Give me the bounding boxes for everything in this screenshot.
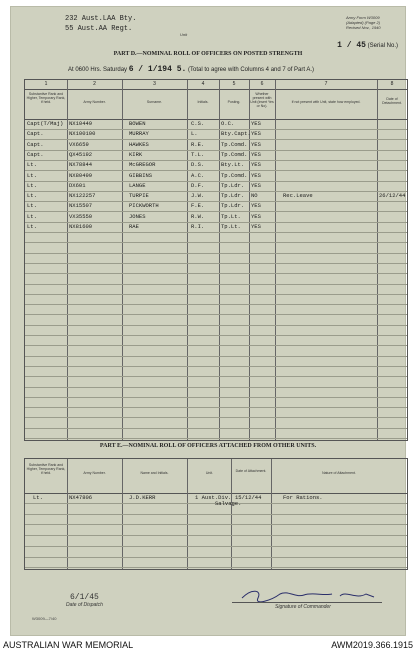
col-head-present: Whether present with Unit (insert Yes or No).	[250, 92, 274, 108]
col-head-initials: Initials.	[197, 100, 209, 104]
cell-surname: TURPIE	[129, 192, 149, 200]
cell-surname: JONES	[129, 212, 146, 220]
form-info	[346, 15, 398, 30]
hours-prefix: At 0600 Hrs. Saturday	[68, 67, 128, 73]
cell-surname: MURRAY	[129, 130, 149, 138]
cell-present: YES	[251, 223, 261, 230]
table-row	[25, 536, 407, 547]
cell-surname: GIBBINS	[129, 171, 153, 179]
hours-date: 6 / 1/194 5.	[128, 65, 187, 74]
unit-line-2: 55 Aust.AA Regt.	[65, 25, 133, 33]
cell-rank: Lt.	[27, 192, 37, 200]
cell-initials: R.I.	[191, 223, 205, 230]
serial-label: (Serial No.)	[367, 43, 398, 49]
e-cell-number: NX47806	[69, 494, 93, 501]
e-cell-name: J.D.KERR	[129, 494, 156, 501]
e-col-head-number: Army Number.	[83, 471, 106, 475]
col-num-5: 5	[232, 81, 236, 87]
col-num-1: 1	[44, 81, 48, 87]
archive-name: AUSTRALIAN WAR MEMORIAL	[3, 640, 134, 650]
e-cell-unit-continued: Salvage.	[215, 499, 242, 507]
cell-surname: LANGE	[129, 181, 146, 189]
cell-number: DX601	[69, 181, 86, 189]
cell-present: YES	[251, 140, 261, 148]
form-code: W3009—7/40	[32, 616, 57, 621]
cell-initials: R.E.	[191, 140, 205, 148]
cell-employed: Rec.Leave	[283, 192, 313, 200]
hours-line	[68, 65, 314, 74]
cell-surname: KIRK	[129, 150, 143, 158]
cell-initials: L.	[191, 130, 198, 138]
form-adapted: (Adapted) (Page 2)	[346, 20, 381, 25]
cell-rank: Capt.	[27, 130, 44, 138]
hours-suffix: (Total to agree with Columns 4 and 7 of Part A.)	[187, 67, 315, 73]
cell-posting: Tp.Lt.	[221, 223, 241, 230]
cell-rank: Lt.	[27, 181, 37, 189]
e-cell-rank: Lt.	[33, 494, 43, 501]
cell-initials: T.L.	[191, 150, 205, 158]
army-form-page	[10, 6, 406, 636]
dispatch-date-label: Date of Dispatch	[66, 602, 103, 608]
cell-initials: F.E.	[191, 202, 205, 210]
col-head-number: Army Number.	[83, 100, 106, 104]
cell-rank: Lt.	[27, 161, 37, 169]
e-cell-date: 15/12/44	[235, 494, 262, 501]
e-col-head-unit: Unit.	[205, 471, 214, 475]
cell-number: NX80499	[69, 171, 93, 179]
cell-present: YES	[251, 161, 261, 169]
e-col-head-rank: Substantive Rank and Higher, Temporary Rank, if held.	[26, 463, 66, 475]
cell-initials: D.F.	[191, 181, 205, 189]
cell-present: YES	[251, 120, 261, 127]
serial-number: 1 / 45	[337, 41, 366, 50]
dispatch-date: 6/1/45	[70, 593, 99, 602]
cell-rank: Lt.	[27, 212, 37, 220]
table-row	[25, 525, 407, 536]
cell-surname: BOWEN	[129, 120, 146, 127]
cell-number: NX100100	[69, 130, 96, 138]
cell-posting: Tp.Ldr.	[221, 181, 245, 189]
cell-posting: Tp.Ldr.	[221, 192, 245, 200]
e-col-head-date: Date of Attachment.	[235, 469, 267, 473]
part-e-heading: PART E.—NOMINAL ROLL OF OFFICERS ATTACHED FROM OTHER UNITS.	[99, 443, 317, 449]
col-num-7: 7	[324, 81, 328, 87]
cell-initials: D.S.	[191, 161, 205, 169]
serial-number-block	[337, 41, 398, 50]
table-row	[25, 547, 407, 558]
cell-initials: C.S.	[191, 120, 205, 127]
cell-present: YES	[251, 171, 261, 179]
cell-number: NX122257	[69, 192, 96, 200]
unit-label: Unit	[180, 32, 188, 37]
signature-label: Signature of Commander	[275, 604, 331, 610]
cell-surname: HAWKES	[129, 140, 149, 148]
cell-number: NX15507	[69, 202, 93, 210]
cell-rank: Lt.	[27, 223, 37, 230]
cell-initials: J.W.	[191, 192, 205, 200]
col-num-3: 3	[153, 81, 156, 87]
archive-footer	[0, 638, 416, 653]
cell-number: NX81600	[69, 223, 93, 230]
form-revised: Revised Nov., 1940	[346, 25, 381, 30]
cell-surname: PICKWORTH	[129, 202, 159, 210]
col-head-surname: Surname.	[146, 100, 163, 104]
table-row	[25, 557, 407, 568]
cell-posting: Bty.Capt.	[221, 130, 251, 138]
col-head-rank: Substantive Rank and Higher, Temporary Rank, if held.	[26, 92, 66, 104]
cell-surname: RAE	[129, 223, 139, 230]
cell-rank: Capt(T/Maj)	[27, 120, 64, 127]
cell-initials: A.C.	[191, 171, 205, 179]
col-head-posting: Posting.	[227, 100, 241, 104]
col-num-2: 2	[93, 81, 96, 87]
unit-line-1: 232 Aust.LAA Bty.	[65, 15, 137, 23]
cell-rank: Lt.	[27, 171, 37, 179]
cell-rank: Capt.	[27, 140, 44, 148]
e-cell-unit: 1 Aust.Div.	[195, 494, 232, 501]
cell-date: 26/12/44	[379, 192, 406, 200]
cell-posting: Tp.Ldr.	[221, 202, 245, 210]
cell-present: YES	[251, 150, 261, 158]
cell-present: YES	[251, 181, 261, 189]
cell-number: VX35550	[69, 212, 93, 220]
col-num-8: 8	[390, 81, 394, 87]
form-number: Army Form W3009	[346, 15, 380, 20]
cell-rank: Lt.	[27, 202, 37, 210]
col-num-6: 6	[260, 81, 264, 87]
e-cell-nature: For Rations.	[283, 494, 323, 501]
e-col-head-nature: Nature of Attachment.	[322, 471, 356, 475]
col-head-date: Date of Detachment.	[382, 97, 402, 105]
cell-number: QX45192	[69, 150, 93, 158]
col-num-4: 4	[201, 81, 205, 87]
cell-rank: Capt.	[27, 150, 44, 158]
cell-present: YES	[251, 202, 261, 210]
archive-reference: AWM2019.366.1915	[331, 640, 413, 650]
table-row	[25, 514, 407, 525]
part-d-heading: PART D.—NOMINAL ROLL OF OFFICERS ON POSTED STRENGTH	[113, 51, 303, 57]
cell-posting: Tp.Lt.	[221, 212, 241, 220]
cell-number: NX10449	[69, 120, 93, 127]
cell-posting: Tp.Comd.	[221, 150, 248, 158]
cell-initials: R.W.	[191, 212, 205, 220]
part-e-table	[24, 458, 408, 570]
cell-posting: Bty.Lt.	[221, 161, 245, 169]
col-head-employed: If not present with Unit, state how employed.	[291, 100, 361, 104]
cell-surname: McGREGOR	[129, 161, 156, 169]
cell-number: NX78844	[69, 161, 93, 169]
cell-number: VX6659	[69, 140, 89, 148]
cell-posting: O.C.	[221, 120, 235, 127]
cell-present: YES	[251, 212, 261, 220]
cell-present: YES	[251, 130, 261, 138]
signature-line	[232, 602, 382, 603]
cell-present: NO	[251, 192, 258, 200]
table-row	[25, 428, 407, 439]
e-col-head-name: Name and Initials.	[140, 471, 169, 475]
cell-posting: Tp.Comd.	[221, 171, 248, 179]
table-row	[25, 499, 407, 515]
part-d-table	[24, 79, 408, 441]
cell-posting: Tp.Comd.	[221, 140, 248, 148]
